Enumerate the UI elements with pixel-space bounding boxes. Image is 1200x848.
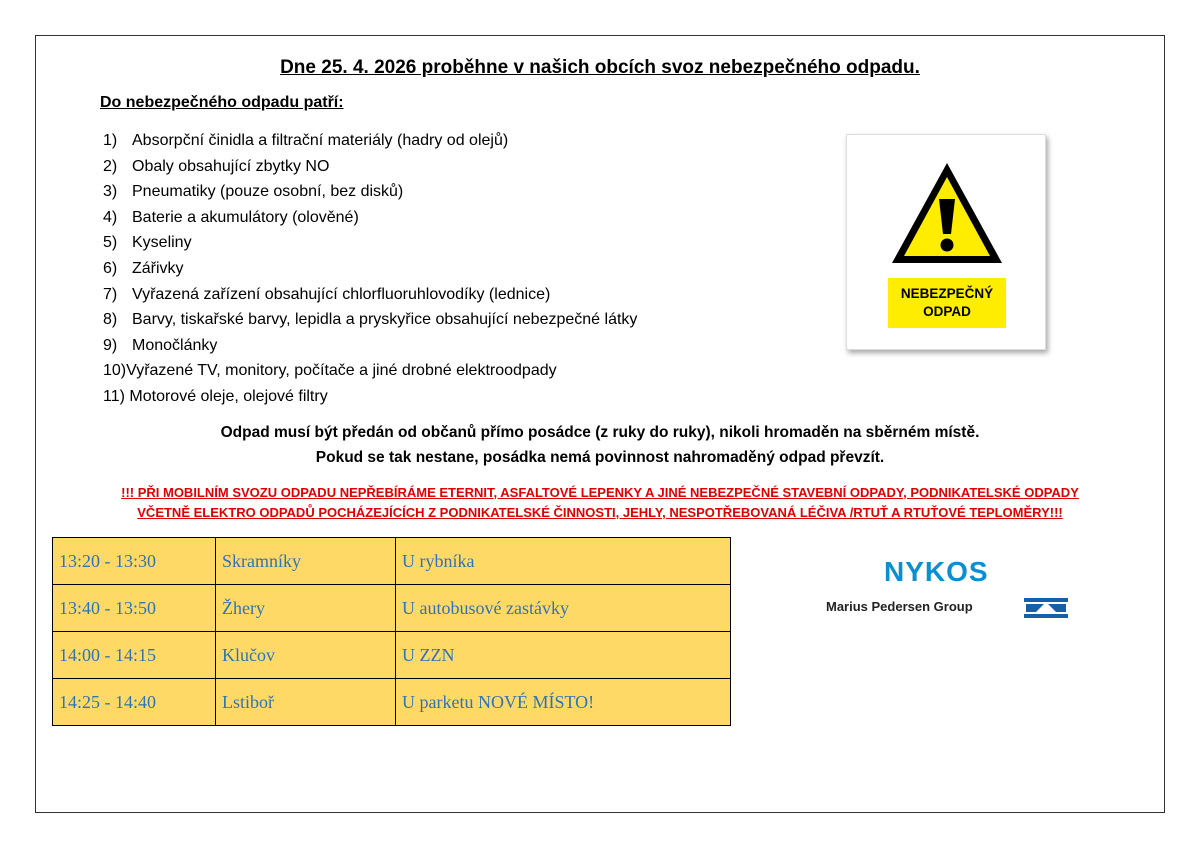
schedule-location: U autobusové zastávky	[396, 585, 731, 632]
list-item-text: Motorové oleje, olejové filtry	[129, 387, 328, 405]
schedule-location: U rybníka	[396, 538, 731, 585]
schedule-place: Skramníky	[216, 538, 396, 585]
list-heading: Do nebezpečného odpadu patří:	[100, 94, 344, 111]
list-item-number: 5)	[103, 234, 118, 252]
list-item	[103, 358, 637, 384]
list-item	[103, 128, 637, 154]
nykos-logo-text: NYKOS	[884, 556, 989, 587]
group-name: Marius Pedersen Group	[826, 599, 973, 614]
hazard-sign	[846, 134, 1046, 350]
hazard-sign-label	[888, 278, 1006, 328]
schedule-time: 14:25 - 14:40	[53, 679, 216, 726]
marius-pedersen-logo-icon	[1024, 597, 1068, 619]
list-item	[103, 205, 637, 231]
list-item	[103, 282, 637, 308]
page-title: Dne 25. 4. 2026 proběhne v našich obcích svoz nebezpečného odpadu.	[280, 57, 920, 78]
table-row	[53, 632, 731, 679]
list-item-text: Zářivky	[132, 259, 184, 277]
waste-list	[103, 128, 637, 410]
list-item-text: Kyseliny	[132, 234, 192, 252]
list-item	[103, 333, 637, 359]
schedule-time: 13:40 - 13:50	[53, 585, 216, 632]
list-item	[103, 384, 637, 410]
schedule-table	[52, 537, 731, 726]
list-item-text: Vyřazené TV, monitory, počítače a jiné drobné elektroodpady	[126, 362, 557, 380]
warning-triangle-icon	[889, 159, 1005, 267]
schedule-place: Klučov	[216, 632, 396, 679]
list-item-number: 6)	[103, 259, 118, 277]
list-item-number: 4)	[103, 208, 118, 226]
list-item-text: Absorpční činidla a filtrační materiály (hadry od olejů)	[132, 132, 509, 149]
table-row	[53, 585, 731, 632]
schedule-location: U ZZN	[396, 632, 731, 679]
schedule-place: Žhery	[216, 585, 396, 632]
list-item-text: Baterie a akumulátory (olověné)	[132, 208, 359, 226]
list-item-text: Barvy, tiskařské barvy, lepidla a pryskyřice obsahující nebezpečné látky	[132, 311, 638, 329]
table-row	[53, 538, 731, 585]
list-item	[103, 179, 637, 205]
schedule-time: 14:00 - 14:15	[53, 632, 216, 679]
warning-line-1: !!! PŘI MOBILNÍM SVOZU ODPADU NEPŘEBÍRÁME ETERNIT, ASFALTOVÉ LEPENKY A JINÉ NEBEZPEČNÉ STAVEBNÍ ODPADY, PODNIKATELSKÉ ODPADY	[121, 485, 1079, 500]
list-item-text: Pneumatiky (pouze osobní, bez disků)	[132, 183, 404, 201]
table-row	[53, 679, 731, 726]
schedule-place: Lstiboř	[216, 679, 396, 726]
list-item-number: 2)	[103, 157, 118, 175]
list-item-number: 9)	[103, 336, 118, 354]
list-item-text: Obaly obsahující zbytky NO	[132, 157, 330, 175]
list-item-number: 3)	[103, 183, 118, 201]
notice-line-1: Odpad musí být předán od občanů přímo posádce (z ruky do ruky), nikoli hromaděn na sběrném místě.	[220, 424, 980, 441]
hazard-sign-line2: ODPAD	[923, 304, 971, 319]
list-item-number: 11)	[103, 387, 125, 405]
schedule-location: U parketu NOVÉ MÍSTO!	[396, 679, 731, 726]
schedule-time: 13:20 - 13:30	[53, 538, 216, 585]
list-item-number: 10)	[103, 362, 127, 380]
hazard-sign-line1: NEBEZPEČNÝ	[900, 286, 994, 301]
list-item-text: Monočlánky	[132, 336, 218, 354]
list-item-number: 8)	[103, 311, 118, 329]
list-item	[103, 230, 637, 256]
warning-line-2: VČETNĚ ELEKTRO ODPADŮ POCHÁZEJÍCÍCH Z PODNIKATELSKÉ ČINNOSTI, JEHLY, NESPOTŘEBOVANÁ LÉČIVA /RTUŤ A RTUŤOVÉ TEPLOMĚRY!!!	[137, 505, 1063, 520]
list-item	[103, 307, 637, 333]
list-item	[103, 256, 637, 282]
list-item	[103, 154, 637, 180]
list-item-text: Vyřazená zařízení obsahující chlorfluoruhlovodíky (lednice)	[132, 285, 551, 303]
list-item-number: 7)	[103, 285, 118, 303]
notice-line-2: Pokud se tak nestane, posádka nemá povinnost nahromaděný odpad převzít.	[315, 449, 885, 466]
list-item-number: 1)	[103, 132, 118, 149]
